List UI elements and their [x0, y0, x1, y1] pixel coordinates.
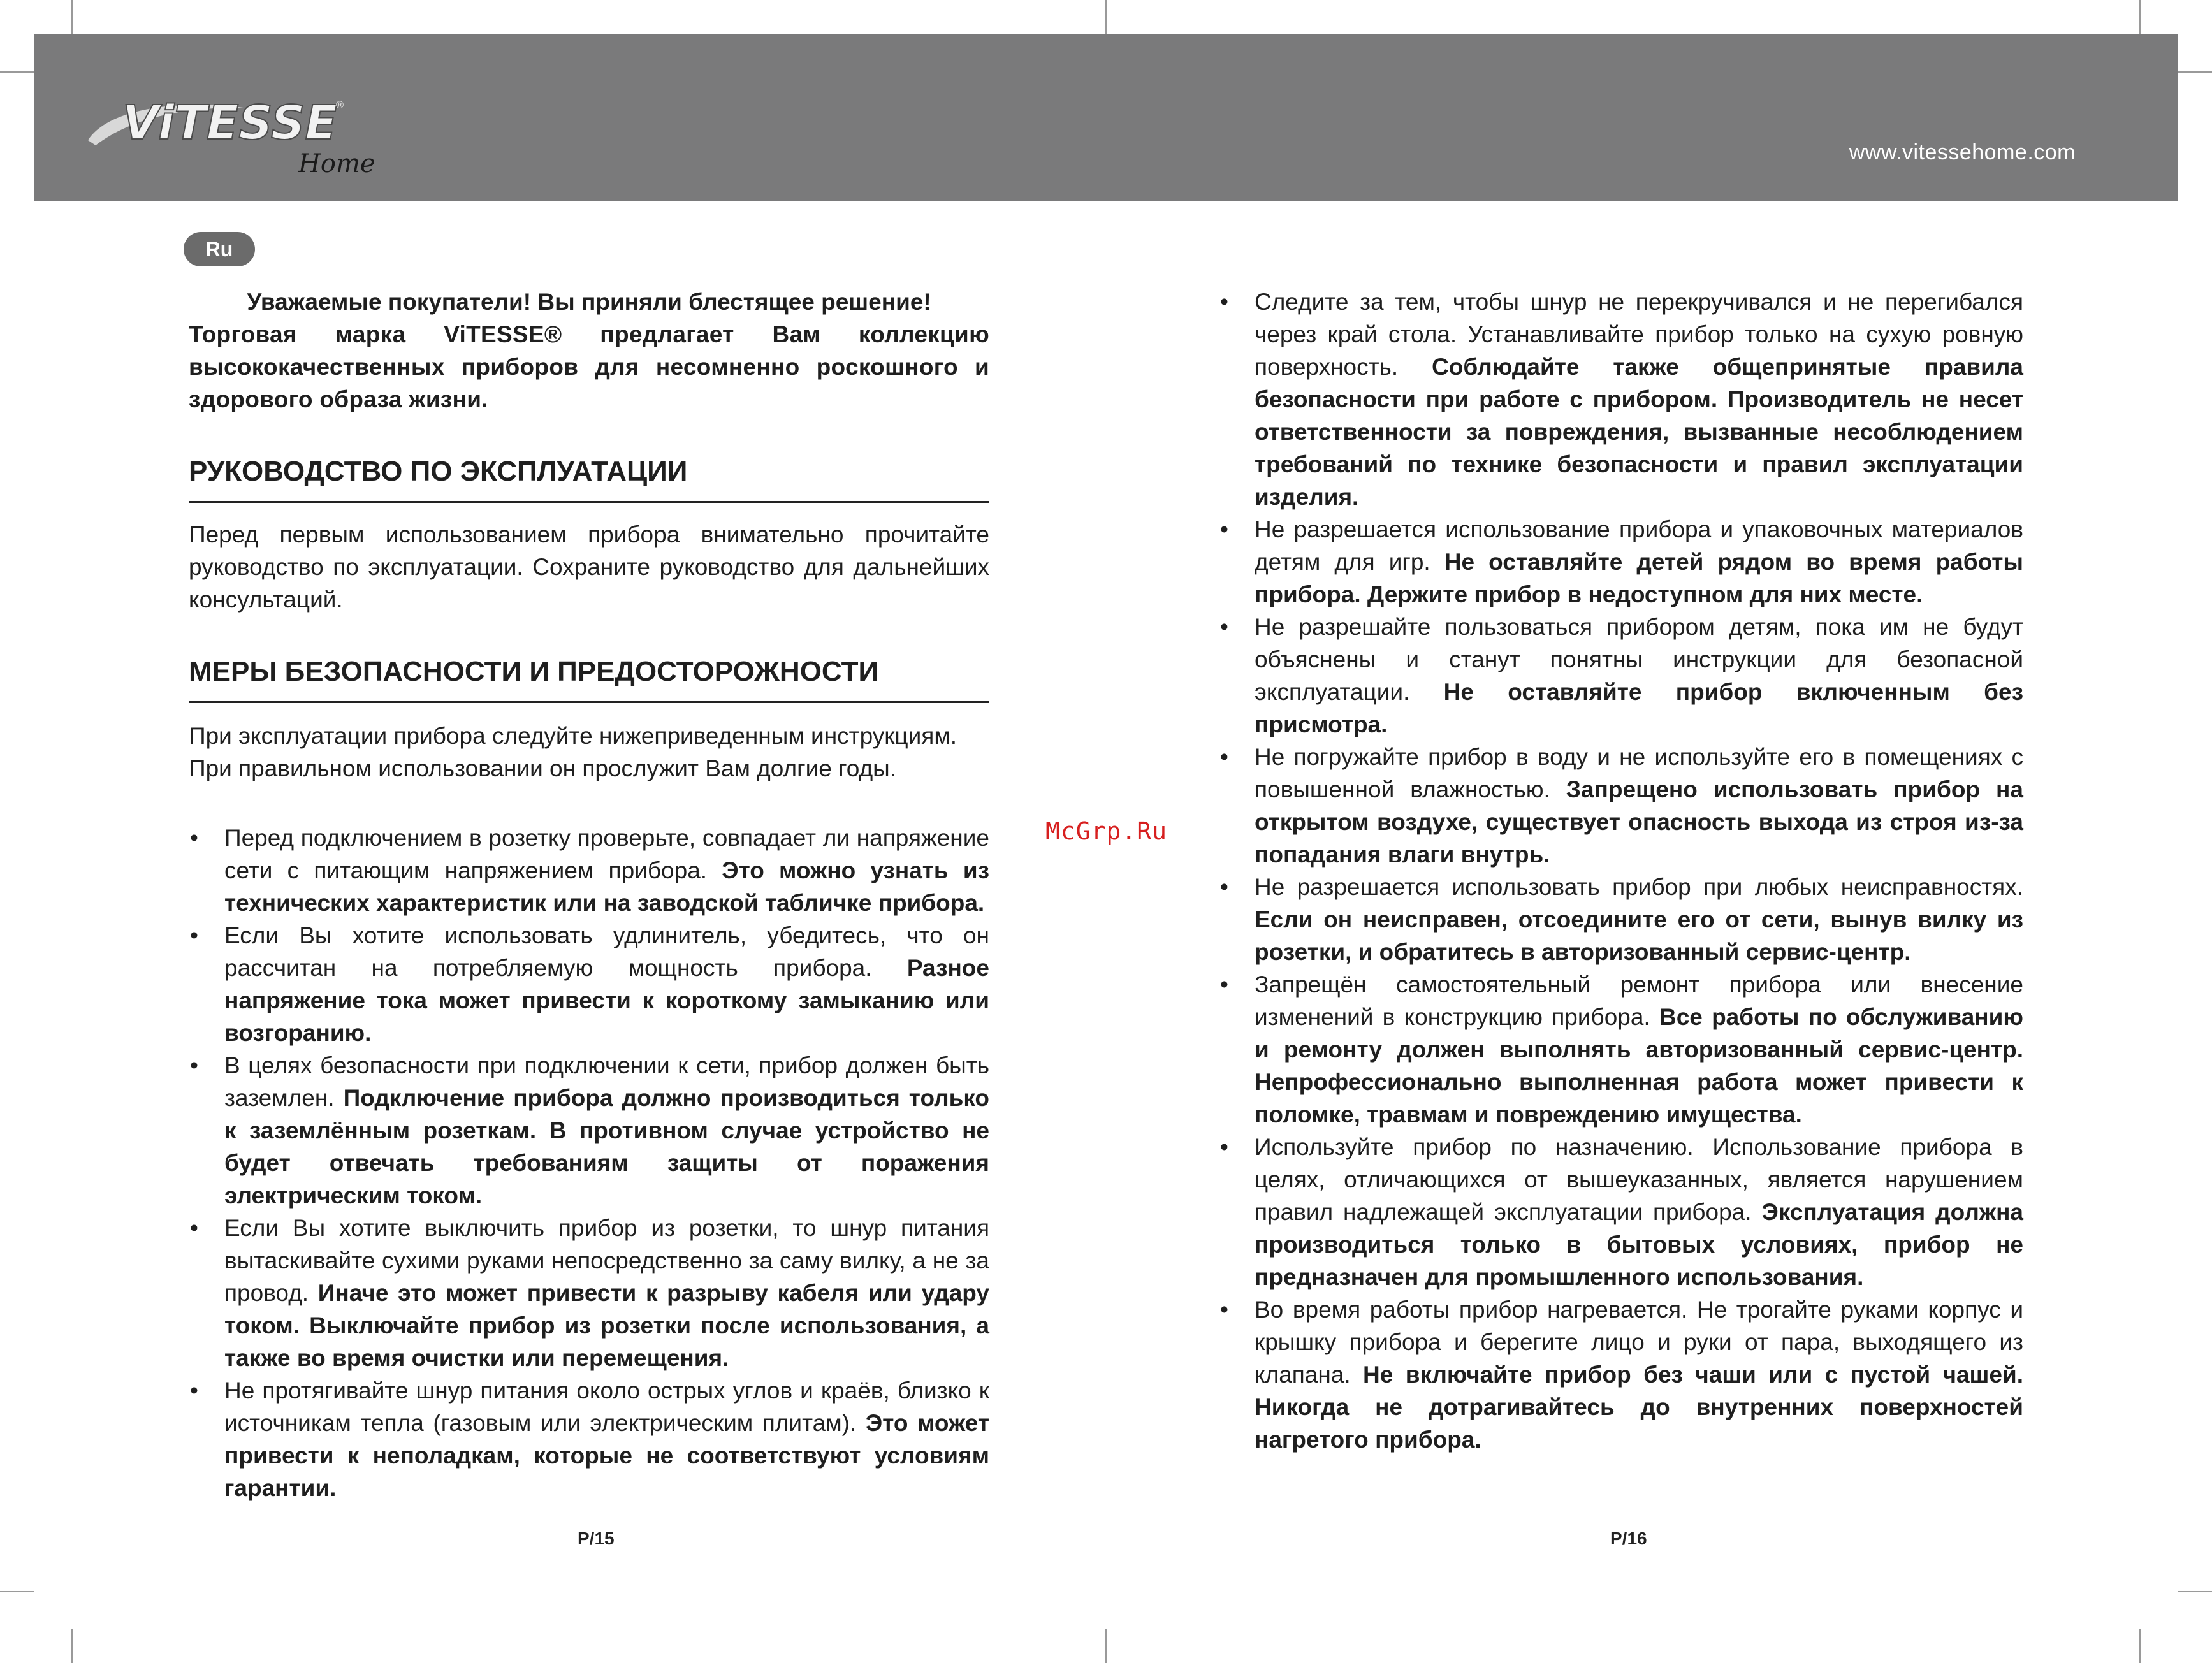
watermark-link[interactable]: McGrp.Ru: [1045, 817, 1168, 845]
list-item: • Если Вы хотите использовать удлинитель, убедитесь, что он рассчитан на потребляемую мощность прибора. Разное напряжение тока может привести к короткому замыканию или возгоранию.: [189, 919, 989, 1049]
crop-mark: [0, 71, 34, 73]
list-item: • Перед подключением в розетку проверьте, совпадает ли напряжение сети с питающим напряжением прибора. Это можно узнать из технических характеристик или на заводской табличке прибора.: [189, 822, 989, 919]
bullet-icon: •: [190, 1377, 198, 1404]
logo-subtitle: Home: [298, 149, 375, 178]
list-item: • Не разрешается использование прибора и упаковочных материалов детям для игр. Не оставляйте детей рядом во время работы прибора. Держите прибор в недоступном для них месте.: [1219, 513, 2023, 611]
bullet-icon: •: [190, 1215, 198, 1241]
list-item: • Во время работы прибор нагревается. Не трогайте руками корпус и крышку прибора и берегите лицо и руки от пара, выходящего из клапана. Не включайте прибор без чаши или с пустой чашей. Никогда не дотрагивайтесь до внутренних поверхностей нагретого прибора.: [1219, 1293, 2023, 1456]
list-item: • Не разрешается использовать прибор при любых неисправностях. Если он неисправен, отсоедините его от сети, вынув вилку из розетки, и обратитесь в авторизованный сервис-центр.: [1219, 871, 2023, 968]
safety-intro-line: При эксплуатации прибора следуйте нижеприведенным инструкциям.: [189, 723, 957, 749]
crop-mark: [2178, 71, 2212, 73]
list-item: • Запрещён самостоятельный ремонт прибора или внесение изменений в конструкцию прибора. Все работы по обслуживанию и ремонту должен выполнять авторизованный сервис-центр. Непрофессионально выполненная работа может привести к поломке, травмам и повреждению имущества.: [1219, 968, 2023, 1131]
bullet-icon: •: [1220, 614, 1228, 640]
crop-mark: [0, 1591, 34, 1592]
bullet-icon: •: [190, 922, 198, 948]
manual-paragraph: Перед первым использованием прибора внимательно прочитайте руководство по эксплуатации. Сохраните руководство для дальнейших консультаций.: [189, 521, 989, 613]
safety-intro-line: При правильном использовании он прослужит Вам долгие годы.: [189, 755, 897, 781]
page-number-right: P/16: [1610, 1529, 1647, 1548]
bullet-icon: •: [1220, 874, 1228, 900]
list-item: • Используйте прибор по назначению. Использование прибора в целях, отличающихся от вышеуказанных, является нарушением правил надлежащей эксплуатации прибора. Эксплуатация должна производиться только в бытовых условиях, прибор не предназначен для промышленного использования.: [1219, 1131, 2023, 1293]
bullet-icon: •: [1220, 516, 1228, 542]
left-page-column: [189, 286, 989, 1504]
intro-paragraph: Торговая марка ViTESSE® предлагает Вам коллекцию высококачественных приборов для несомненно роскошного и здорового образа жизни.: [189, 321, 989, 412]
page-number-left: P/15: [578, 1529, 615, 1548]
bullet-icon: •: [1220, 971, 1228, 998]
list-item: • Не протягивайте шнур питания около острых углов и краёв, близко к источникам тепла (газовым или электрическим плитам). Это может привести к неполадкам, которые не соответствуют условиям гарантии.: [189, 1374, 989, 1504]
right-page-column: [1219, 286, 2023, 1456]
bullet-icon: •: [1220, 744, 1228, 770]
svg-text:®: ®: [335, 99, 345, 111]
greeting: Уважаемые покупатели! Вы приняли блестящее решение!: [247, 289, 931, 315]
crop-mark: [1105, 0, 1107, 34]
crop-mark: [2139, 1629, 2141, 1663]
safety-section-title: МЕРЫ БЕЗОПАСНОСТИ И ПРЕДОСТОРОЖНОСТИ: [189, 654, 989, 703]
website-url[interactable]: www.vitessehome.com: [1849, 140, 2076, 164]
bullet-icon: •: [190, 825, 198, 851]
vitesse-logo: [83, 64, 440, 191]
safety-list: [189, 822, 989, 1504]
list-item: • В целях безопасности при подключении к сети, прибор должен быть заземлен. Подключение прибора должно производиться только к заземлённым розеткам. В противном случае устройство не будет отвечать требованиям защиты от поражения электрическим током.: [189, 1049, 989, 1212]
crop-mark: [71, 0, 73, 34]
list-item: • Не разрешайте пользоваться прибором детям, пока им не будут объяснены и станут понятны инструкции для безопасной эксплуатации. Не оставляйте прибор включенным без присмотра.: [1219, 611, 2023, 741]
safety-list-continued: [1219, 286, 2023, 1456]
logo-wordmark: ViTESSE: [122, 96, 337, 150]
list-item: • Не погружайте прибор в воду и не используйте его в помещениях с повышенной влажностью. Запрещено использовать прибор на открытом воздухе, существует опасность выхода из строя из-за попадания влаги внутрь.: [1219, 741, 2023, 871]
list-item: • Следите за тем, чтобы шнур не перекручивался и не перегибался через край стола. Устанавливайте прибор только на сухую ровную поверхность. Соблюдайте также общепринятые правила безопасности при работе с прибором. Производитель не несет ответственности за повреждения, вызванные несоблюдением требований по технике безопасности и правил эксплуатации изделия.: [1219, 286, 2023, 513]
language-badge: Ru: [184, 232, 255, 266]
crop-mark: [1105, 1629, 1107, 1663]
bullet-icon: •: [1220, 1134, 1228, 1160]
bullet-icon: •: [1220, 1296, 1228, 1323]
bullet-icon: •: [190, 1052, 198, 1078]
crop-mark: [71, 1629, 73, 1663]
bullet-icon: •: [1220, 289, 1228, 315]
list-item: • Если Вы хотите выключить прибор из розетки, то шнур питания вытаскивайте сухими руками непосредственно за саму вилку, а не за провод. Иначе это может привести к разрыву кабеля или удару током. Выключайте прибор из розетки после использования, а также во время очистки или перемещения.: [189, 1212, 989, 1374]
crop-mark: [2178, 1591, 2212, 1592]
manual-section-title: РУКОВОДСТВО ПО ЭКСПЛУАТАЦИИ: [189, 454, 989, 503]
crop-mark: [2139, 0, 2141, 34]
